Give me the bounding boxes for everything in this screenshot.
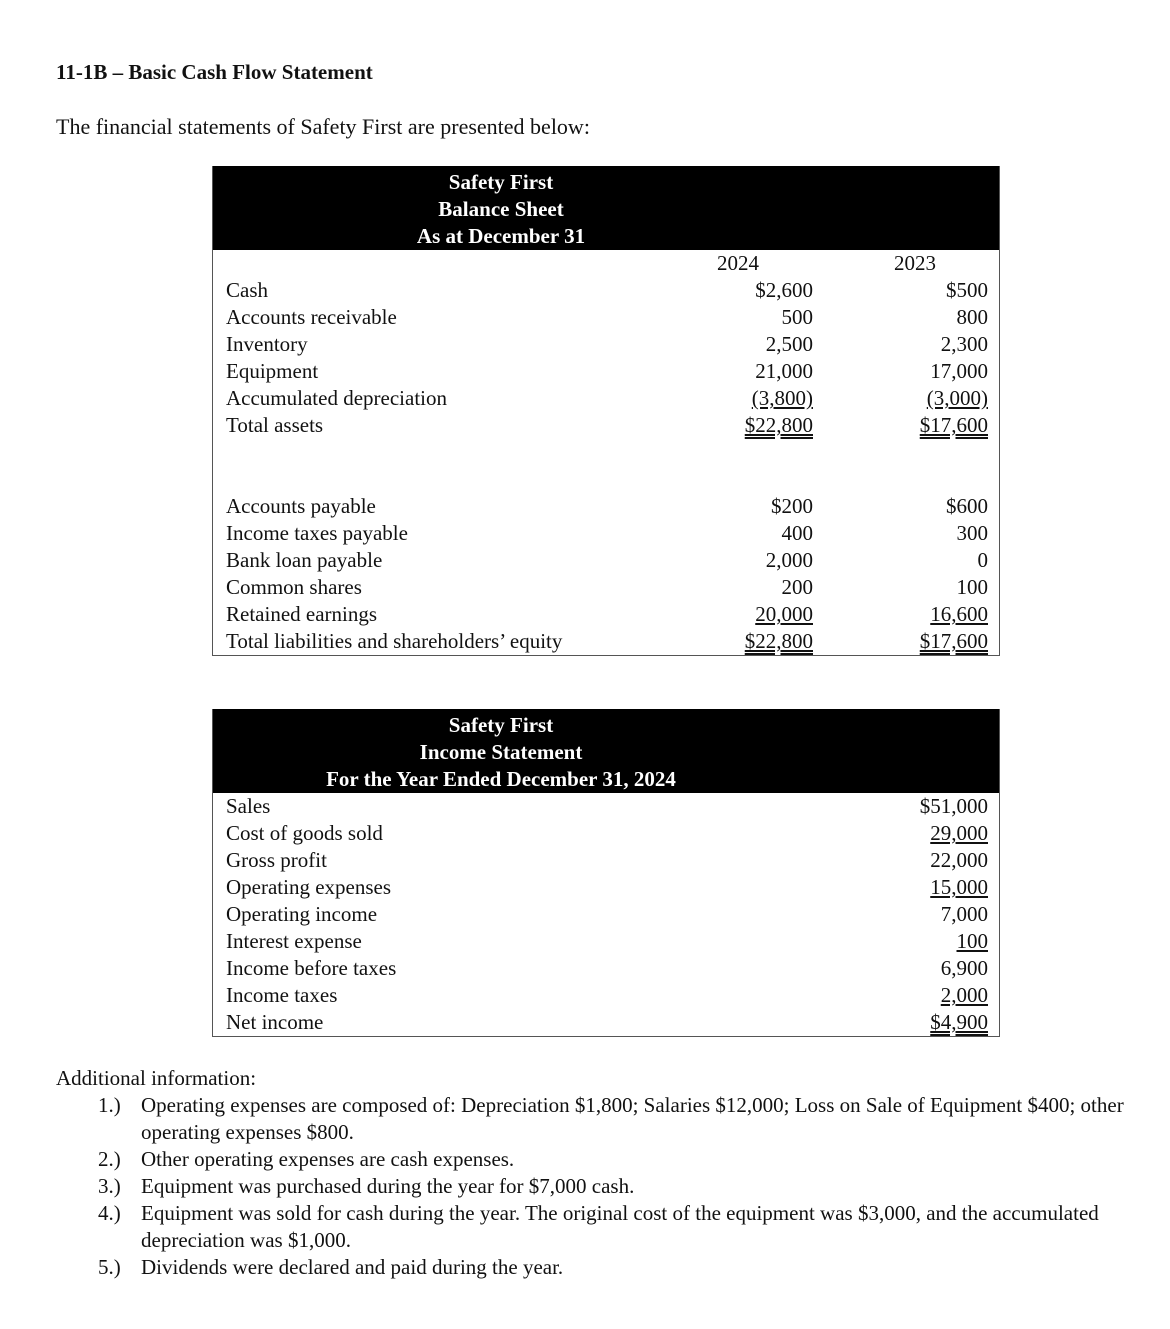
list-item xyxy=(56,1173,1136,1200)
value-2024: 2,000 xyxy=(765,548,813,572)
row-label: Gross profit xyxy=(226,848,327,872)
row-label: Operating expenses xyxy=(226,875,392,899)
table-row xyxy=(213,331,999,358)
statement-name: Balance Sheet xyxy=(438,197,564,221)
row-value: 15,000 xyxy=(930,875,988,899)
list-item xyxy=(56,1200,1136,1254)
problem-title: 11-1B – Basic Cash Flow Statement xyxy=(56,60,373,84)
row-value: 6,900 xyxy=(940,956,988,980)
table-row xyxy=(213,793,999,820)
row-label: Income before taxes xyxy=(226,956,397,980)
company-name: Safety First xyxy=(448,170,554,194)
value-2024: 20,000 xyxy=(755,602,813,626)
intro-text: The financial statements of Safety First are presented below: xyxy=(56,114,590,139)
table-row xyxy=(213,955,999,982)
row-value: 7,000 xyxy=(940,902,988,926)
value-2024: 2,500 xyxy=(765,332,813,356)
value-2023: 16,600 xyxy=(930,602,988,626)
table-row xyxy=(213,520,999,547)
table-row xyxy=(213,1009,999,1036)
row-value: 29,000 xyxy=(930,821,988,845)
row-label: Accumulated depreciation xyxy=(226,386,447,410)
table-row xyxy=(213,358,999,385)
row-label: Inventory xyxy=(226,332,308,356)
row-label: Sales xyxy=(226,794,271,818)
value-2023: 17,000 xyxy=(930,359,988,383)
value-2024: $2,600 xyxy=(755,278,813,302)
row-label: Equipment xyxy=(226,359,319,383)
balance-sheet xyxy=(212,166,1000,656)
value-2024: $200 xyxy=(771,494,813,518)
table-row xyxy=(213,412,999,439)
company-name: Safety First xyxy=(448,713,554,737)
income-statement-header xyxy=(213,709,999,793)
value-2023: 800 xyxy=(956,305,988,329)
list-item xyxy=(56,1092,1136,1146)
balance-sheet-header xyxy=(213,166,999,250)
value-2023: $17,600 xyxy=(919,413,988,437)
additional-info-heading: Additional information: xyxy=(56,1066,257,1090)
item-text: Dividends were declared and paid during the year. xyxy=(141,1255,564,1279)
table-row xyxy=(213,847,999,874)
section-spacer xyxy=(213,439,999,493)
row-label: Income taxes payable xyxy=(226,521,408,545)
row-value: $4,900 xyxy=(930,1010,988,1034)
value-2023: $600 xyxy=(946,494,988,518)
row-label: Accounts receivable xyxy=(226,305,397,329)
value-2023: (3,000) xyxy=(926,386,988,410)
table-row xyxy=(213,928,999,955)
value-2023: $17,600 xyxy=(919,629,988,653)
row-label: Total assets xyxy=(226,413,324,437)
value-2023: 2,300 xyxy=(940,332,988,356)
value-2023: 0 xyxy=(977,548,988,572)
value-2024: 500 xyxy=(781,305,813,329)
table-row xyxy=(213,874,999,901)
row-label: Net income xyxy=(226,1010,324,1034)
value-2023: $500 xyxy=(946,278,988,302)
row-value: $51,000 xyxy=(919,794,988,818)
row-value: 2,000 xyxy=(940,983,988,1007)
table-row xyxy=(213,277,999,304)
table-row xyxy=(213,574,999,601)
additional-information xyxy=(56,1065,1136,1281)
row-label: Income taxes xyxy=(226,983,338,1007)
table-row xyxy=(213,901,999,928)
item-text: Equipment was sold for cash during the year. The original cost of the equipment was $3,000, and the accumulated depreciation was $1,000. xyxy=(141,1201,1099,1252)
value-2024: $22,800 xyxy=(744,629,813,653)
item-number: 1.) xyxy=(98,1093,121,1117)
value-2023: 100 xyxy=(956,575,988,599)
row-label: Operating income xyxy=(226,902,378,926)
item-number: 5.) xyxy=(98,1255,121,1279)
row-value: 100 xyxy=(956,929,988,953)
row-value: 22,000 xyxy=(930,848,988,872)
value-2023: 300 xyxy=(956,521,988,545)
row-label: Retained earnings xyxy=(226,602,378,626)
value-2024: 400 xyxy=(781,521,813,545)
item-text: Equipment was purchased during the year for $7,000 cash. xyxy=(141,1174,635,1198)
row-label: Bank loan payable xyxy=(226,548,383,572)
item-number: 4.) xyxy=(98,1201,121,1225)
list-item xyxy=(56,1146,1136,1173)
value-2024: (3,800) xyxy=(751,386,813,410)
row-label: Interest expense xyxy=(226,929,362,953)
table-row xyxy=(213,385,999,412)
assets-section xyxy=(213,277,999,439)
table-row xyxy=(213,628,999,655)
list-item xyxy=(56,1254,1136,1281)
item-text: Operating expenses are composed of: Depreciation $1,800; Salaries $12,000; Loss on Sale of Equipment $400; other operating expenses $800. xyxy=(141,1093,1124,1144)
table-row xyxy=(213,820,999,847)
table-row xyxy=(213,304,999,331)
value-2024: $22,800 xyxy=(744,413,813,437)
value-2024: 21,000 xyxy=(755,359,813,383)
additional-info-list xyxy=(56,1092,1136,1281)
value-2024: 200 xyxy=(781,575,813,599)
income-statement-rows xyxy=(213,793,999,1036)
table-row xyxy=(213,982,999,1009)
table-row xyxy=(213,601,999,628)
table-row xyxy=(213,493,999,520)
row-label: Cash xyxy=(226,278,268,302)
table-row xyxy=(213,547,999,574)
row-label: Total liabilities and shareholders’ equity xyxy=(226,629,563,653)
item-number: 2.) xyxy=(98,1147,121,1171)
row-label: Common shares xyxy=(226,575,362,599)
statement-name: Income Statement xyxy=(419,740,583,764)
year-header-row xyxy=(213,250,999,277)
income-statement xyxy=(212,709,1000,1037)
row-label: Accounts payable xyxy=(226,494,376,518)
year-2024-header: 2024 xyxy=(717,251,759,275)
row-label: Cost of goods sold xyxy=(226,821,383,845)
item-text: Other operating expenses are cash expenses. xyxy=(141,1147,515,1171)
liabilities-equity-section xyxy=(213,493,999,655)
item-number: 3.) xyxy=(98,1174,121,1198)
statement-period: For the Year Ended December 31, 2024 xyxy=(326,767,676,791)
statement-date: As at December 31 xyxy=(416,224,586,248)
year-2023-header: 2023 xyxy=(894,251,936,275)
